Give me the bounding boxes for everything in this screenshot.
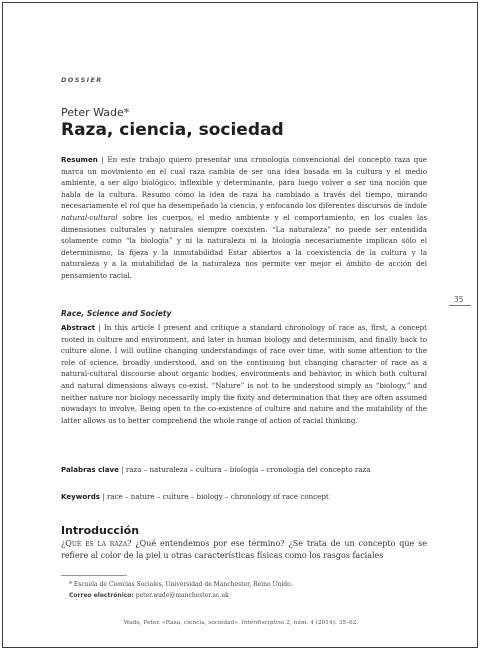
abstract-text: In this article I present and critique a standard chronology of race as, first, a concept rooted in culture and environment, and later in human biology and determinism, and finally back to culture alone. I will outline changing understandings of race over time, with some attention to the role of science, broadly understood, and on the continuing but changing character of race as a natural-cultural discourse about organic bodies, environments and behavior, in which both cultural and natural dimensions always co-exist. “Nature” is not to be understood simply as “biology,” and neither nature nor biology necessarily imply the fixity and determination that they are often assumed nowadays to involve. Being open to the co-existence of culture and nature and the mutability of the latter allows us to better comprehend the whole range of action of racial thinking. [61,323,427,425]
footnote-rule [61,575,127,576]
resumen-text-b: sobre los cuerpos, el medio ambiente y el comportamiento, en los cuales las dimensiones culturales y naturales siempre coexisten. “La naturaleza” no puede ser entendida solamente como “la biología” y ni la naturaleza ni la biología necesariamente implican sólo el determinismo, la fijeza y la inmutabilidad Estar abiertos a la coexistencia de la cultura y la naturaleza y a la mutabilidad de la naturaleza nos permite ver mejor el ámbito de acción del pensamiento racial. [61,212,427,280]
resumen-text-a: En este trabajo quiero presentar una cronología convencional del concepto raza que marca un movimiento en el cual raza cambia de ser una idea basada en la cultura y el medio ambiente, a ser algo biológico, inflexible y determinante, para luego volver a ser una noción que habla de la cultura. Resumo cómo la idea de raza ha cambiado a través del tiempo, mirando necesariamente el rol que ha desempeñado la ciencia, y enfocando los diferentes discursos de índole [61,155,428,211]
citation-line [3,620,479,626]
page-number-rule [449,305,471,306]
keywords-en-separator: | [100,492,107,501]
footnote-email-label: Correo electrónico: [69,592,134,599]
footnote-email-address: peter.wade@manchester.ac.uk [133,592,229,599]
intro-lead: ¿Qué es la raza? [61,539,132,548]
abstract-title: Race, Science and Society [61,309,172,318]
resumen-label: Resumen [61,155,98,164]
resumen-paragraph [61,154,427,282]
intro-paragraph [61,538,427,563]
footnote-affiliation: * Escuela de Ciencias Sociales, Universidad de Manchester, Reino Unido. [69,581,293,588]
journal-page [2,2,478,648]
footnote-email [69,592,229,599]
keywords-es-text: raza – naturaleza – cultura – biología – cronología del concepto raza [125,465,371,474]
resumen-text-em: natural-cultural [61,212,118,222]
article-title: Raza, ciencia, sociedad [61,120,284,140]
keywords-en [61,492,329,501]
citation-journal: Interdisciplina [241,620,285,626]
abstract-separator: | [95,323,104,332]
citation-text-b: 2, núm. 4 (2014): 35–62. [284,620,359,626]
keywords-en-text: race – nature – culture – biology – chronology of race concept [106,492,329,501]
page-number: 35 [454,295,464,304]
abstract-paragraph [61,322,427,426]
keywords-en-label: Keywords [61,492,101,501]
keywords-es [61,465,371,474]
keywords-es-separator: | [118,465,126,474]
intro-heading: Introducción [61,524,140,537]
citation-text-a: Wade, Peter. «Raza, ciencia, sociedad». [123,620,242,626]
section-label: DOSSIER [61,76,103,84]
resumen-separator: | [97,155,108,164]
keywords-es-label: Palabras clave [61,465,119,474]
intro-text: ¿Qué entendemos por ese término? ¿Se trata de un concepto que se refiere al color de la piel u otras características físicas como los rasgos faciales [61,539,427,561]
author-name: Peter Wade* [61,106,130,119]
abstract-label: Abstract [61,323,96,332]
